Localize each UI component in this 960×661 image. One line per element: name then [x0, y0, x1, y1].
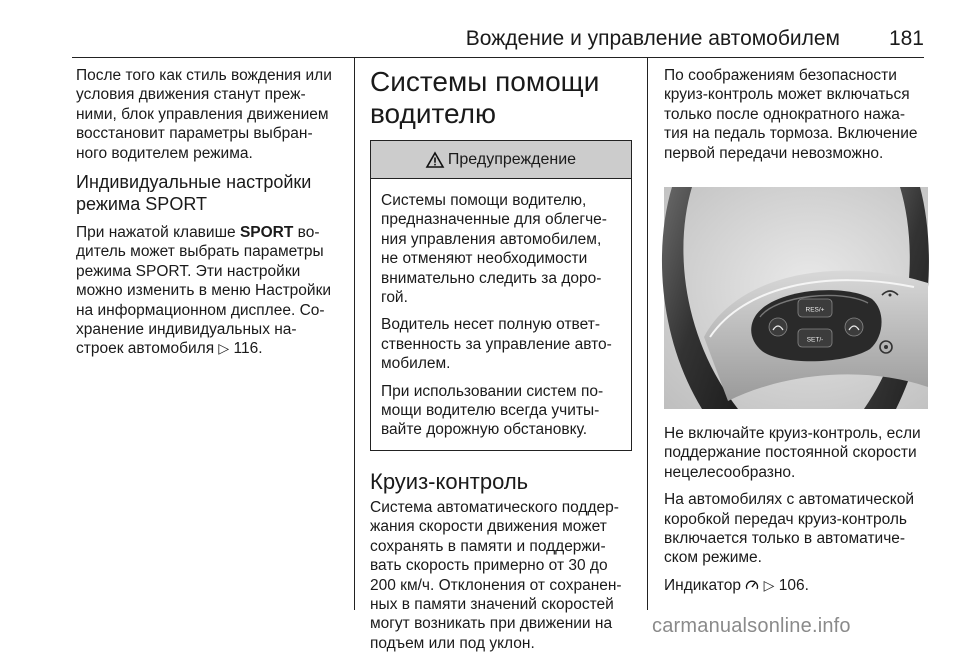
warning-paragraph: Системы помощи водителю, предназначенные для облегче- ния управления автомобилем, не отменяют необходимости внимательно следить за доро- гой. [381, 192, 607, 307]
warning-triangle-icon [426, 152, 444, 168]
sport-mode-paragraph: При нажатой клавише SPORT во- дитель может выбрать параметры режима SPORT. Эти настройки можно изменить в меню Настройки на информационном дисплее. Со- хранение индивидуальных на- строек автомобиля ▷ 116. [76, 224, 332, 358]
column-1 [76, 66, 346, 367]
warning-paragraph: Водитель несет полную ответ- ственность за управление авто- мобилем. [381, 316, 612, 373]
page-header [72, 24, 924, 56]
usage-warning-paragraph: Не включайте круиз-контроль, если поддержание постоянной скорости нецелесообразно. [664, 425, 921, 481]
cruise-control-paragraph: Система автоматического поддер- жания скорости движения может сохранять в памяти и поддержи- вать скорость примерно от 30 до 200 км/ч. Отклонения от сохранен- ных в памяти значений скоростей могут возникать при движении на подъем или под уклон. [370, 498, 622, 652]
column-divider-2 [647, 58, 648, 610]
cruise-control-indicator-icon [745, 579, 759, 591]
sport-key-label: SPORT [239, 224, 294, 242]
section-title: Системы помощи водителю [370, 66, 600, 129]
warning-box [370, 140, 632, 451]
page-reference-icon[interactable]: ▷ [218, 340, 230, 357]
watermark: carmanualsonline.info [652, 615, 851, 637]
page-number: 181 [888, 27, 924, 50]
column-3 [664, 66, 928, 603]
column-divider-1 [354, 58, 355, 610]
column-2 [370, 66, 632, 661]
intro-paragraph: После того как стиль вождения или условия движения станут преж- ними, блок управления движением восстановит параметры выбран- ного водителем режима. [76, 67, 332, 162]
safety-paragraph: По соображениям безопасности круиз-контроль может включаться только после однократного нажа- тия на педаль тормоза. Включение первой передачи невозможно. [664, 67, 918, 162]
warning-label: Предупреждение [447, 150, 577, 168]
sport-mode-heading: Индивидуальные настройки режима SPORT [76, 172, 312, 215]
chapter-title: Вождение и управление автомобилем [465, 27, 840, 50]
res-button-label: RES/+ [805, 306, 825, 314]
cruise-control-heading: Круиз-контроль [370, 468, 529, 494]
header-rule [72, 57, 924, 58]
warning-body [371, 179, 631, 450]
set-button-label: SET/- [806, 336, 824, 344]
warning-header [371, 141, 631, 179]
page-reference-link[interactable]: 106. [778, 576, 809, 594]
page-reference-icon[interactable]: ▷ [763, 576, 775, 593]
warning-paragraph: При использовании систем по- мощи водителю всегда учиты- вайте дорожную обстановку. [381, 382, 604, 439]
automatic-transmission-paragraph: На автомобилях с автоматической коробкой передач круиз-контроль включается только в автоматиче- ском режиме. [664, 491, 914, 567]
page-reference-link[interactable]: 116. [233, 340, 263, 358]
indicator-paragraph: Индикатор ▷ 106. [664, 576, 809, 594]
steering-wheel-photo [664, 187, 928, 409]
